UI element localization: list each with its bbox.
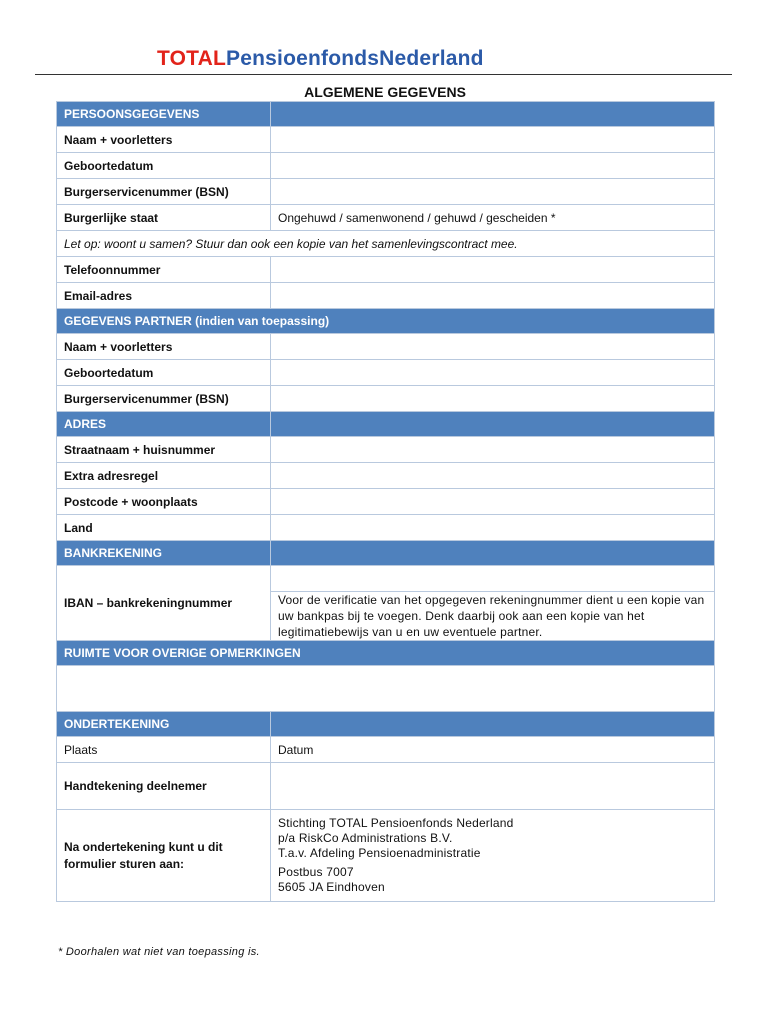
- section-title: RUIMTE VOOR OVERIGE OPMERKINGEN: [57, 641, 715, 666]
- form-row: [57, 737, 715, 763]
- partner-bsn-label: Burgerservicenummer (BSN): [57, 386, 271, 412]
- section-header-adres: [57, 412, 715, 437]
- section-title: BANKREKENING: [57, 541, 271, 566]
- sturen-label: Na ondertekening kunt u dit formulier sturen aan:: [57, 810, 271, 902]
- naam-label: Naam + voorletters: [57, 127, 271, 153]
- section-header-opmerkingen: [57, 641, 715, 666]
- samenwonen-note: Let op: woont u samen? Stuur dan ook een kopie van het samenlevingscontract mee.: [57, 231, 715, 257]
- form-row: [57, 283, 715, 309]
- postcode-label: Postcode + woonplaats: [57, 489, 271, 515]
- straat-label: Straatnaam + huisnummer: [57, 437, 271, 463]
- extra-adresregel-label: Extra adresregel: [57, 463, 271, 489]
- straat-field[interactable]: [271, 437, 715, 463]
- address-line: 5605 JA Eindhoven: [278, 880, 385, 894]
- form-row: [57, 257, 715, 283]
- iban-field[interactable]: [271, 566, 715, 592]
- page-title: ALGEMENE GEGEVENS: [304, 84, 466, 100]
- email-field[interactable]: [271, 283, 715, 309]
- handtekening-field[interactable]: [271, 763, 715, 810]
- partner-bsn-field[interactable]: [271, 386, 715, 412]
- handtekening-label: Handtekening deelnemer: [57, 763, 271, 810]
- section-header-ondertekening: [57, 712, 715, 737]
- address-line: Postbus 7007: [278, 865, 354, 879]
- logo-pensioenfonds: PensioenfondsNederland: [226, 47, 484, 70]
- form-row: [57, 127, 715, 153]
- geboortedatum-label: Geboortedatum: [57, 153, 271, 179]
- bsn-field[interactable]: [271, 179, 715, 205]
- form-row: [57, 489, 715, 515]
- form-row: [57, 515, 715, 541]
- section-title: ADRES: [57, 412, 271, 437]
- land-field[interactable]: [271, 515, 715, 541]
- address-line: T.a.v. Afdeling Pensioenadministratie: [278, 846, 481, 860]
- email-label: Email-adres: [57, 283, 271, 309]
- partner-naam-field[interactable]: [271, 334, 715, 360]
- header-divider: [35, 74, 732, 75]
- postcode-field[interactable]: [271, 489, 715, 515]
- iban-label: IBAN – bankrekeningnummer: [57, 566, 271, 641]
- plaats-field[interactable]: Plaats: [57, 737, 271, 763]
- form-row: [57, 153, 715, 179]
- land-label: Land: [57, 515, 271, 541]
- section-header-partner: [57, 309, 715, 334]
- section-header-persoonsgegevens: [57, 102, 715, 127]
- form-row: [57, 566, 715, 592]
- form-row: [57, 334, 715, 360]
- telefoon-field[interactable]: [271, 257, 715, 283]
- telefoon-label: Telefoonnummer: [57, 257, 271, 283]
- partner-geboortedatum-field[interactable]: [271, 360, 715, 386]
- datum-field[interactable]: Datum: [271, 737, 715, 763]
- partner-geboortedatum-label: Geboortedatum: [57, 360, 271, 386]
- logo: [157, 47, 484, 71]
- opmerkingen-field[interactable]: [57, 666, 715, 712]
- form-row: [57, 763, 715, 810]
- return-address: [271, 810, 715, 902]
- bsn-label: Burgerservicenummer (BSN): [57, 179, 271, 205]
- partner-naam-label: Naam + voorletters: [57, 334, 271, 360]
- extra-adresregel-field[interactable]: [271, 463, 715, 489]
- burgerlijke-staat-label: Burgerlijke staat: [57, 205, 271, 231]
- form-row: [57, 666, 715, 712]
- form-row: [57, 463, 715, 489]
- form-row: [57, 179, 715, 205]
- section-title: ONDERTEKENING: [57, 712, 271, 737]
- iban-note: Voor de verificatie van het opgegeven rekeningnummer dient u een kopie van uw bankpas bij te voegen. Denk daarbij ook aan een kopie van het legitimatiebewijs van u en uw eventuele partner.: [271, 592, 715, 641]
- address-line: Stichting TOTAL Pensioenfonds Nederland: [278, 816, 514, 830]
- burgerlijke-staat-field[interactable]: Ongehuwd / samenwonend / gehuwd / gescheiden *: [271, 205, 715, 231]
- address-line: p/a RiskCo Administrations B.V.: [278, 831, 453, 845]
- form-row: [57, 205, 715, 231]
- form-row: [57, 386, 715, 412]
- section-title: PERSOONSGEGEVENS: [57, 102, 271, 127]
- form-row: [57, 231, 715, 257]
- form-table: [56, 101, 715, 902]
- footnote: * Doorhalen wat niet van toepassing is.: [58, 946, 260, 958]
- geboortedatum-field[interactable]: [271, 153, 715, 179]
- form-row: [57, 437, 715, 463]
- form-row: [57, 810, 715, 902]
- form-row: [57, 360, 715, 386]
- section-header-bankrekening: [57, 541, 715, 566]
- naam-field[interactable]: [271, 127, 715, 153]
- logo-total: TOTAL: [157, 47, 227, 70]
- section-title: GEGEVENS PARTNER (indien van toepassing): [57, 309, 715, 334]
